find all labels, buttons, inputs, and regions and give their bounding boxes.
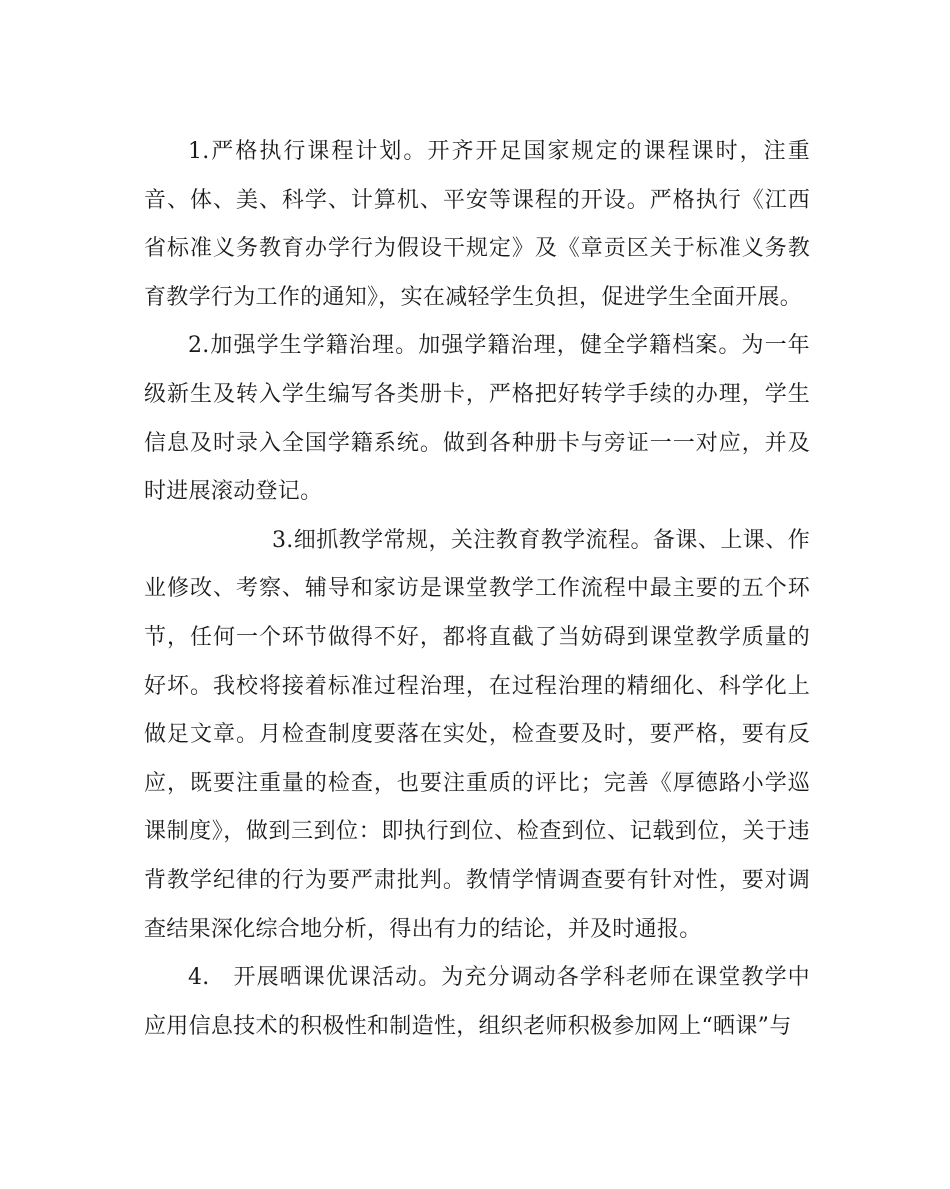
paragraph-2: 2.加强学生学籍治理。加强学籍治理，健全学籍档案。为一年级新生及转入学生编写各类册卡，严格把好转学手续的办理，学生信息及时录入全国学籍系统。做到各种册卡与旁证一一对应，并及时进展滚动登记。 bbox=[144, 333, 810, 505]
paragraph-1: 1.严格执行课程计划。开齐开足国家规定的课程课时，注重音、体、美、科学、计算机、平安等课程的开设。严格执行《江西省标准义务教育办学行为假设干规定》及《章贡区关于标准义务教育教学行为工作的通知》，实在减轻学生负担，促进学生全面开展。 bbox=[144, 139, 810, 310]
paragraph-4: 4. 开展晒课优课活动。为充分调动各学科老师在课堂教学中应用信息技术的积极性和制造性，组织老师积极参加网上“晒课”与 bbox=[144, 965, 810, 1039]
paragraph-3: 3.细抓教学常规，关注教育教学流程。备课、上课、作业修改、考察、辅导和家访是课堂教学工作流程中最主要的五个环节，任何一个环节做得不好，都将直截了当妨碍到课堂教学质量的好坏。我校将接着标准过程治理，在过程治理的精细化、科学化上做足文章。月检查制度要落在实处，检查要及时，要严格，要有反应，既要注重量的检查，也要注重质的评比；完善《厚德路小学巡课制度》，做到三到位：即执行到位、检查到位、记载到位，关于违背教学纪律的行为要严肃批判。教情学情调查要有针对性，要对调查结果深化综合地分析，得出有力的结论，并及时通报。 bbox=[144, 527, 810, 942]
document-body bbox=[144, 128, 810, 1051]
